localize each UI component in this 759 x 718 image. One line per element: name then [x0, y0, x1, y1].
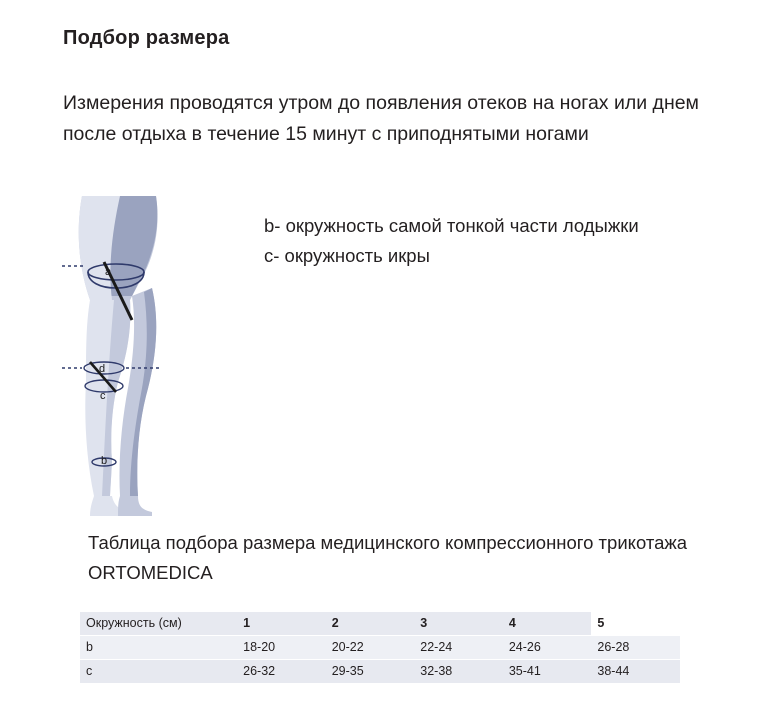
page-title: Подбор размера	[63, 27, 230, 49]
row-c-size-2: 29-35	[326, 660, 415, 684]
header-size-2: 2	[326, 612, 415, 636]
row-b-size-4: 24-26	[503, 636, 592, 660]
measurement-legend	[264, 211, 734, 271]
row-label-c: c	[80, 660, 237, 684]
legend-item-b: b- окружность самой тонкой части лодыжки	[264, 215, 639, 236]
row-c-size-4: 35-41	[503, 660, 592, 684]
size-table	[80, 612, 680, 683]
size-table-body	[80, 636, 680, 684]
row-b-size-3: 22-24	[414, 636, 503, 660]
svg-text:b: b	[101, 455, 108, 467]
leg-measurement-illustration	[60, 196, 260, 516]
table-header-row	[80, 612, 680, 636]
row-c-size-1: 26-32	[237, 660, 326, 684]
svg-text:a: a	[105, 266, 112, 278]
header-size-3: 3	[414, 612, 503, 636]
header-size-4: 4	[503, 612, 592, 636]
header-size-5: 5	[591, 612, 680, 636]
table-row	[80, 660, 680, 684]
intro-paragraph: Измерения проводятся утром до появления отеков на ногах или днем после отдыха в течение 15 минут с приподнятыми ногами	[63, 92, 699, 145]
row-label-b: b	[80, 636, 237, 660]
header-circumference: Окружность (см)	[80, 612, 237, 636]
row-b-size-5: 26-28	[591, 636, 680, 660]
header-size-1: 1	[237, 612, 326, 636]
row-c-size-5: 38-44	[591, 660, 680, 684]
table-row	[80, 636, 680, 660]
row-b-size-2: 20-22	[326, 636, 415, 660]
svg-text:c: c	[100, 390, 106, 402]
svg-text:d: d	[99, 363, 106, 375]
table-caption: Таблица подбора размера медицинского компрессионного трикотажа ORTOMEDICA	[88, 532, 688, 583]
row-b-size-1: 18-20	[237, 636, 326, 660]
size-table-head	[80, 612, 680, 636]
legend-item-c: c- окружность икры	[264, 245, 430, 266]
row-c-size-3: 32-38	[414, 660, 503, 684]
